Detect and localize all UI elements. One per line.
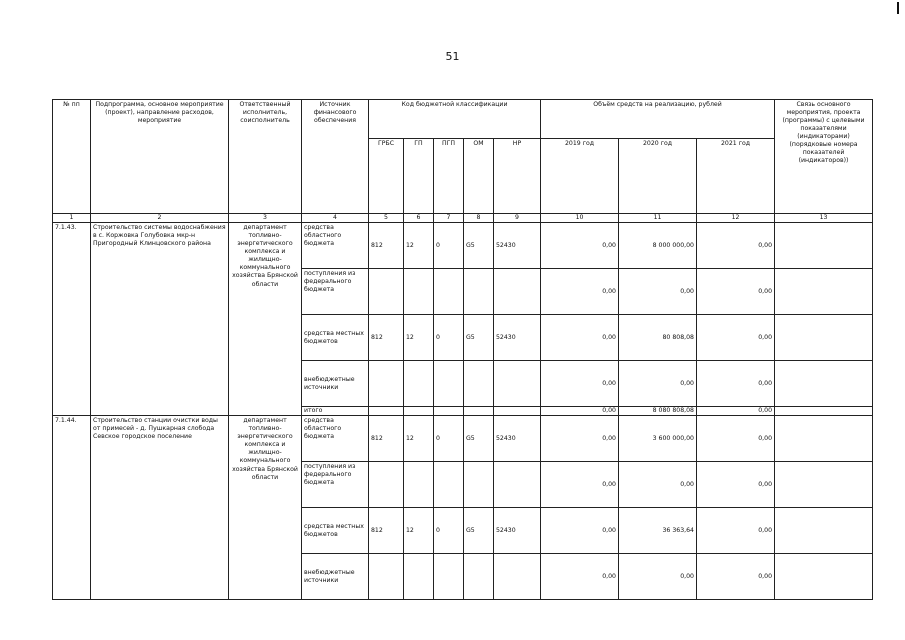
column-number: 3 [229,214,302,223]
amount-2020: 36 363,64 [619,508,697,554]
code-nr [494,269,541,315]
amount-2020: 3 600 000,00 [619,416,697,462]
code-om [464,407,494,416]
code-gp: 12 [404,223,434,269]
amount-2019: 0,00 [541,416,619,462]
code-grbs: 812 [369,508,404,554]
header-gp: ГП [404,139,434,214]
code-gp: 12 [404,508,434,554]
amount-2019: 0,00 [541,223,619,269]
amount-2021: 0,00 [697,361,775,407]
code-pgp: 0 [434,416,464,462]
code-pgp [434,462,464,508]
scan-edge-mark [897,2,899,14]
code-nr: 52430 [494,508,541,554]
amount-2019: 0,00 [541,315,619,361]
column-number: 12 [697,214,775,223]
amount-2021: 0,00 [697,508,775,554]
header-nr: НР [494,139,541,214]
code-pgp [434,269,464,315]
amount-2021: 0,00 [697,315,775,361]
amount-2020: 0,00 [619,462,697,508]
column-number: 8 [464,214,494,223]
amount-2020: 0,00 [619,554,697,600]
code-nr [494,407,541,416]
source-label: средства областного бюджета [302,223,369,269]
amount-2020: 0,00 [619,269,697,315]
source-label: средства местных бюджетов [302,315,369,361]
column-number: 6 [404,214,434,223]
code-pgp [434,407,464,416]
header-num: № пп [53,100,91,214]
code-gp: 12 [404,416,434,462]
budget-table [52,99,873,600]
link-cell [775,508,873,554]
link-cell [775,554,873,600]
source-label: средства областного бюджета [302,416,369,462]
amount-2019: 0,00 [541,361,619,407]
code-om: G5 [464,223,494,269]
header-source: Источник финансового обеспечения [302,100,369,214]
code-grbs: 812 [369,315,404,361]
project-name: Строительство станции очистки воды от примесей - д. Пушкарная слобода Севское городское поселение [91,416,229,600]
code-nr [494,554,541,600]
amount-2019: 0,00 [541,554,619,600]
column-number: 11 [619,214,697,223]
code-om: G5 [464,508,494,554]
amount-2019: 0,00 [541,508,619,554]
code-om [464,554,494,600]
column-number: 10 [541,214,619,223]
column-number: 13 [775,214,873,223]
code-pgp [434,361,464,407]
total-2021: 0,00 [697,407,775,416]
link-cell [775,223,873,269]
column-number: 2 [91,214,229,223]
code-grbs [369,462,404,508]
code-gp [404,407,434,416]
header-link: Связь основного мероприятия, проекта (программы) с целевыми показателями (индикаторами) (порядковые номера показателей (индикаторов)) [775,100,873,214]
amount-2019: 0,00 [541,462,619,508]
code-gp [404,462,434,508]
code-nr [494,462,541,508]
amount-2021: 0,00 [697,462,775,508]
project-responsible: департамент топливно-энергетического комплекса и жилищно-коммунального хозяйства Брянской области [229,416,302,600]
column-number-row [53,214,873,223]
link-cell [775,407,873,416]
code-nr: 52430 [494,315,541,361]
code-pgp: 0 [434,508,464,554]
amount-2020: 0,00 [619,361,697,407]
amount-2020: 80 808,08 [619,315,697,361]
amount-2021: 0,00 [697,554,775,600]
table-row [53,416,873,462]
column-number: 5 [369,214,404,223]
code-gp [404,554,434,600]
column-number: 7 [434,214,464,223]
column-number: 9 [494,214,541,223]
code-gp: 12 [404,315,434,361]
header-om: ОМ [464,139,494,214]
code-grbs [369,361,404,407]
code-gp [404,361,434,407]
total-2019: 0,00 [541,407,619,416]
header-volume: Объём средств на реализацию, рублей [541,100,775,139]
header-program: Подпрограмма, основное мероприятие (проект), направление расходов, мероприятие [91,100,229,214]
total-2020: 8 080 808,08 [619,407,697,416]
code-grbs [369,407,404,416]
code-gp [404,269,434,315]
header-row-1 [53,100,873,139]
table-row [53,223,873,269]
code-nr: 52430 [494,416,541,462]
project-num: 7.1.44. [53,416,91,600]
code-pgp [434,554,464,600]
amount-2021: 0,00 [697,223,775,269]
code-grbs: 812 [369,416,404,462]
source-label: поступления из федерального бюджета [302,269,369,315]
code-grbs [369,554,404,600]
source-label: внебюджетные источники [302,361,369,407]
link-cell [775,416,873,462]
project-responsible: департамент топливно-энергетического комплекса и жилищно-коммунального хозяйства Брянской области [229,223,302,416]
column-number: 4 [302,214,369,223]
header-code: Код бюджетной классификации [369,100,541,139]
amount-2021: 0,00 [697,269,775,315]
code-pgp: 0 [434,315,464,361]
code-nr: 52430 [494,223,541,269]
code-nr [494,361,541,407]
link-cell [775,361,873,407]
header-grbs: ГРБС [369,139,404,214]
link-cell [775,315,873,361]
page-number: 51 [445,50,460,63]
header-responsible: Ответственный исполнитель, соисполнитель [229,100,302,214]
project-num: 7.1.43. [53,223,91,416]
link-cell [775,269,873,315]
code-pgp: 0 [434,223,464,269]
amount-2021: 0,00 [697,416,775,462]
code-om: G5 [464,416,494,462]
code-grbs: 812 [369,223,404,269]
link-cell [775,462,873,508]
code-om [464,462,494,508]
code-grbs [369,269,404,315]
header-pgp: ПГП [434,139,464,214]
header-2019: 2019 год [541,139,619,214]
amount-2020: 8 000 000,00 [619,223,697,269]
header-2021: 2021 год [697,139,775,214]
source-label-total: итого [302,407,369,416]
column-number: 1 [53,214,91,223]
source-label: средства местных бюджетов [302,508,369,554]
project-name: Строительство системы водоснабжения в с. Коржовка Голубовка мкр-н Пригородный Клинцовского района [91,223,229,416]
header-2020: 2020 год [619,139,697,214]
source-label: поступления из федерального бюджета [302,462,369,508]
amount-2019: 0,00 [541,269,619,315]
code-om [464,361,494,407]
source-label: внебюджетные источники [302,554,369,600]
code-om: G5 [464,315,494,361]
code-om [464,269,494,315]
